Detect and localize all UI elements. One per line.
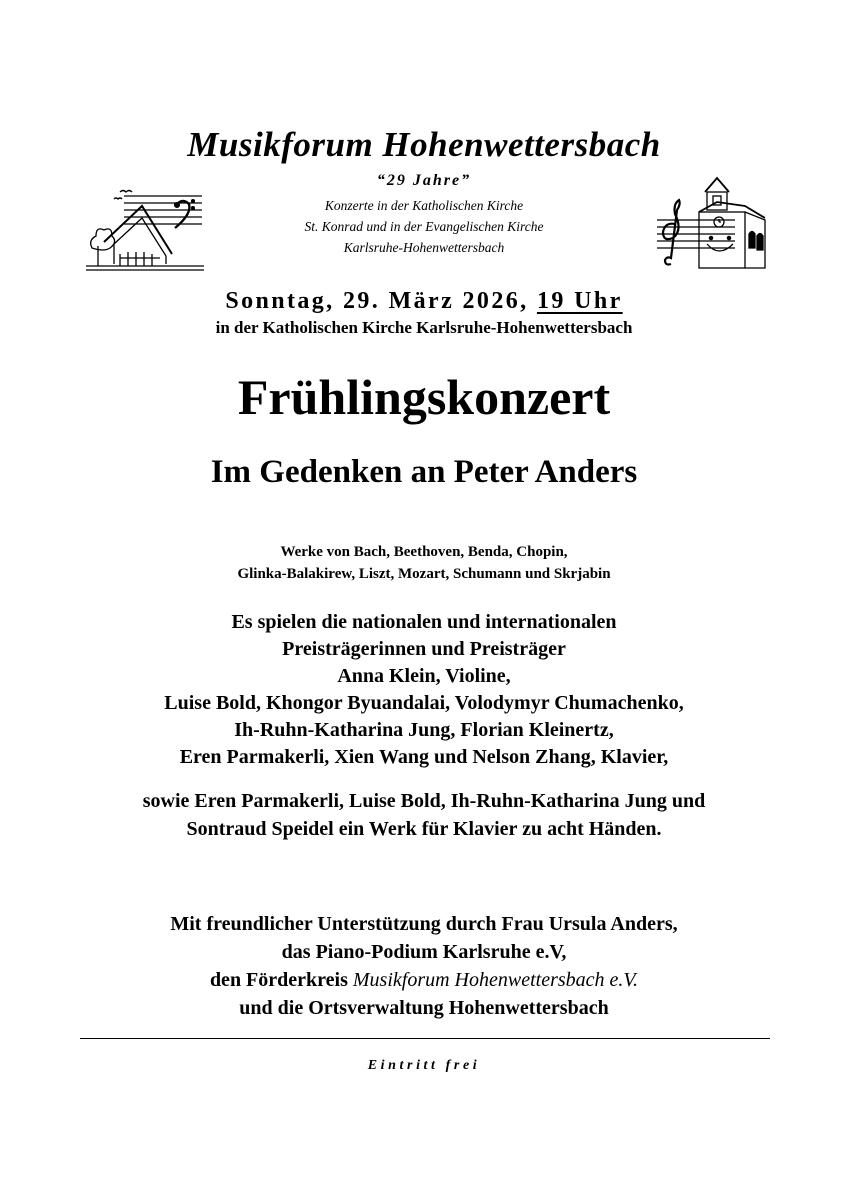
- event-date-time: [0, 288, 848, 315]
- performers-line: Luise Bold, Khongor Byuandalai, Volodymyr Chumachenko,: [164, 692, 684, 714]
- performers-line: Ih-Ruhn-Katharina Jung, Florian Kleinertz,: [234, 719, 614, 741]
- sponsors-block: [0, 910, 848, 1022]
- sponsors-line: [0, 966, 848, 994]
- header-subtitle-line: Karlsruhe-Hohenwettersbach: [343, 240, 505, 255]
- concert-title: Frühlingskonzert: [237, 369, 611, 425]
- sponsors-line: Mit freundlicher Unterstützung durch Frau Ursula Anders,: [170, 913, 678, 935]
- sponsors-org-name: Musikforum Hohenwettersbach e.V.: [352, 969, 639, 991]
- header-subtitle-line: Konzerte in der Katholischen Kirche: [324, 198, 524, 213]
- event-venue: in der Katholischen Kirche Karlsruhe-Hohenwettersbach: [215, 318, 633, 337]
- header-subtitle-line: St. Konrad und in der Evangelischen Kirche: [304, 219, 544, 234]
- performers-line: Anna Klein, Violine,: [337, 665, 511, 687]
- organization-title: Musikforum Hohenwettersbach: [187, 125, 661, 164]
- footer-divider: [80, 1038, 770, 1039]
- ensemble-line: Sontraud Speidel ein Werk für Klavier zu acht Händen.: [186, 818, 662, 840]
- sponsors-line: und die Ortsverwaltung Hohenwettersbach: [239, 997, 609, 1019]
- admission-note: Eintritt frei: [367, 1058, 481, 1073]
- concert-subtitle: Im Gedenken an Peter Anders: [210, 454, 638, 490]
- performers-line: Eren Parmakerli, Xien Wang und Nelson Zhang, Klavier,: [179, 746, 669, 768]
- ensemble-line: sowie Eren Parmakerli, Luise Bold, Ih-Ruhn-Katharina Jung und: [142, 790, 706, 812]
- performers-block: [0, 609, 848, 771]
- works-line: Glinka-Balakirew, Liszt, Mozart, Schumann und Skrjabin: [237, 566, 611, 582]
- ensemble-block: [0, 787, 848, 843]
- event-date: Sonntag, 29. März 2026,: [225, 288, 529, 314]
- anniversary-label: “29 Jahre”: [376, 172, 472, 189]
- works-list: [0, 541, 848, 585]
- sponsors-line: das Piano-Podium Karlsruhe e.V,: [281, 941, 567, 963]
- performers-line: Es spielen die nationalen und internationalen: [231, 611, 617, 633]
- sponsors-prefix: den Förderkreis: [209, 969, 348, 991]
- event-time: 19 Uhr: [536, 288, 623, 314]
- works-line: Werke von Bach, Beethoven, Benda, Chopin,: [280, 544, 568, 560]
- performers-line: Preisträgerinnen und Preisträger: [282, 638, 566, 660]
